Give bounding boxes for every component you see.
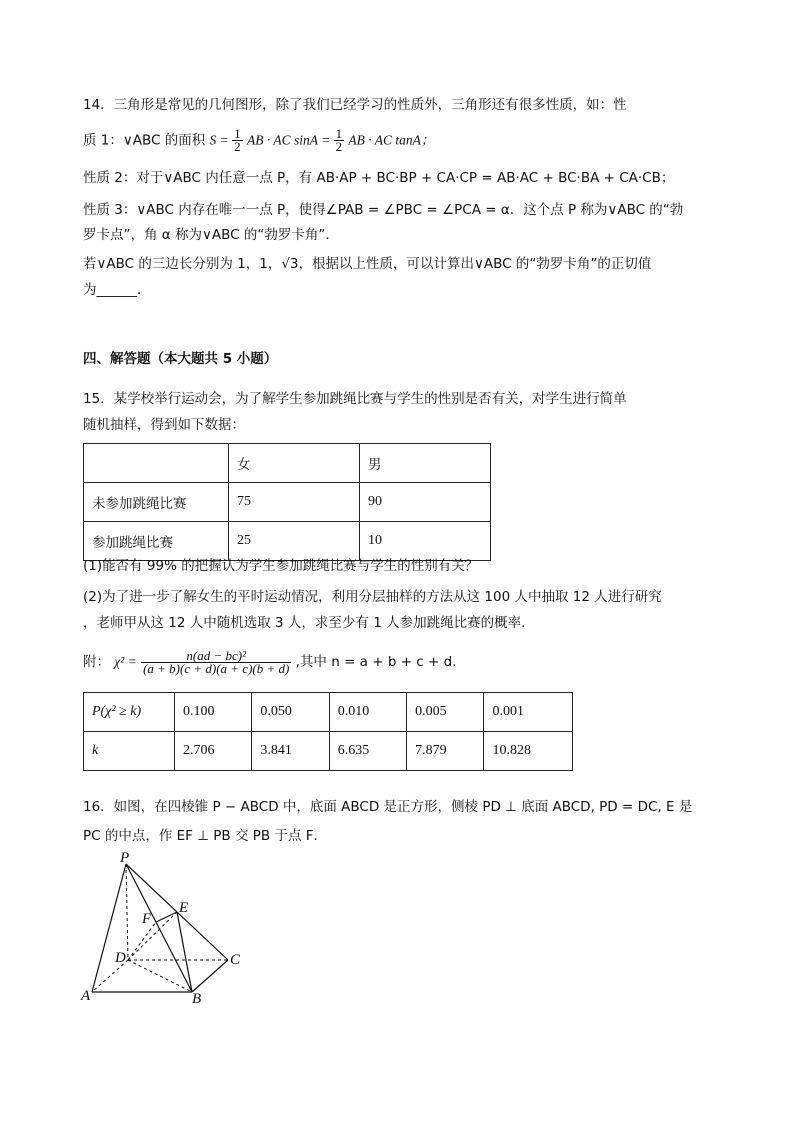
q15-part2-cont: ，老师甲从这 12 人中随机选取 3 人，求至少有 1 人参加跳绳比赛的概率． [83,615,535,631]
q14-property1 [83,128,434,153]
table-cell: 0.010 [329,693,406,732]
vertex-label-C: C [230,952,241,968]
table-cell: 7.879 [407,732,484,771]
edge-PA [92,864,126,992]
q14-answer-blank: 为______． [83,282,151,298]
table-row [84,444,491,483]
table-cell: k [84,732,175,771]
q14-property3: 性质 3：∨ABC 内存在唯一一点 P，使得∠PAB = ∠PBC = ∠PCA = α．这个点 P 称为∨ABC 的“勃 [83,202,684,218]
q15-part2: (2)为了进一步了解女生的平时运动情况，利用分层抽样的方法从这 100 人中抽取 12 人进行研究 [83,589,662,605]
table-row [84,483,491,522]
q14-area-sin: AB · AC sinA = [246,132,334,148]
half-fraction-2: $\frac{1}{2}$ [335,126,343,154]
vertex-label-B: B [192,991,202,1007]
edge-PD [126,864,128,960]
chi-square-tail: ,其中 n = a + b + c + d． [295,654,466,670]
q14-area-lhs: S = [209,132,233,148]
q15-survey-table [83,443,491,561]
table-cell: 25 [229,522,360,561]
q15-line1: 15．某学校举行运动会，为了解学生参加跳绳比赛与学生的性别是否有关，对学生进行简单 [83,391,627,407]
vertex-label-A: A [81,988,91,1004]
vertex-label-F: F [142,911,152,927]
table-cell: 90 [360,483,491,522]
table-cell: 10 [360,522,491,561]
table-cell: P(χ² ≥ k) [84,693,175,732]
pyramid-figure [80,850,250,1010]
table-cell: 未参加跳绳比赛 [84,483,229,522]
q14-line1: 14．三角形是常见的几何图形，除了我们已经学习的性质外，三角形还有很多性质，如：性 [83,97,627,113]
chi-square-fraction: $\frac{\text{n(ad − bc)²}}{(a + b)(c + d)(a + c)(b + d)}$ [143,647,290,676]
table-row [84,693,573,732]
table-cell: 2.706 [175,732,252,771]
appendix-label: 附： [83,654,110,670]
q15-appendix [83,648,466,676]
vertex-label-E: E [179,900,189,916]
edge-BC [192,960,228,992]
q15-critical-value-table [83,692,573,771]
q14-area-tan: AB · AC tanA； [348,132,435,148]
q16-line2: PC 的中点，作 EF ⊥ PB 交 PB 于点 F． [83,828,328,844]
table-cell: 女 [229,444,360,483]
section-heading: 四、解答题（本大题共 5 小题） [83,351,278,367]
q14-property3-cont: 罗卡点”，角 α 称为∨ABC 的“勃罗卡角”． [83,227,339,243]
table-cell: 0.050 [252,693,329,732]
table-cell: 6.635 [329,732,406,771]
table-cell: 0.005 [407,693,484,732]
table-cell [84,444,229,483]
table-cell: 3.841 [252,732,329,771]
table-row [84,522,491,561]
vertex-label-D: D [115,950,126,966]
q14-property1-prefix: 质 1：∨ABC 的面积 [83,132,210,149]
q15-part1: (1)能否有 99% 的把握认为学生参加跳绳比赛与学生的性别有关？ [83,558,479,574]
edge-EF [156,912,177,922]
chi-square-lhs: χ² = [114,654,137,669]
table-cell: 男 [360,444,491,483]
q14-question: 若∨ABC 的三边长分别为 1，1，√3，根据以上性质，可以计算出∨ABC 的“勃罗卡角”的正切值 [83,256,652,272]
edge-DB [128,960,192,992]
table-cell: 0.100 [175,693,252,732]
q15-line2: 随机抽样，得到如下数据： [83,417,245,433]
table-cell: 10.828 [484,732,573,771]
q16-line1: 16．如图，在四棱锥 P − ABCD 中，底面 ABCD 是正方形，侧棱 PD ⊥ 底面 ABCD, PD = DC, E 是 [83,799,693,815]
edge-DF [128,922,156,960]
table-cell: 参加跳绳比赛 [84,522,229,561]
vertex-label-P: P [120,850,130,866]
edge-DE [128,912,177,960]
table-cell: 75 [229,483,360,522]
q14-property2: 性质 2：对于∨ABC 内任意一点 P，有 AB·AP + BC·BP + CA·CP = AB·AC + BC·BA + CA·CB； [83,170,675,186]
table-row [84,732,573,771]
edge-PB [126,864,192,992]
half-fraction: $\frac{1}{2}$ [234,126,241,154]
table-cell: 0.001 [484,693,573,732]
